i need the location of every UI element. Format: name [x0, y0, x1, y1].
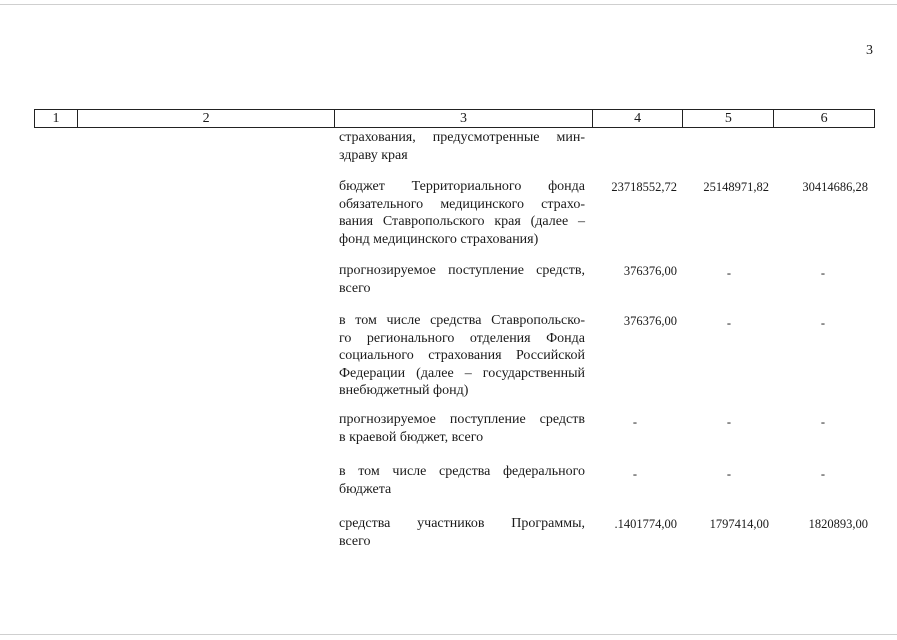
row-description: бюджет Территориального фонда обязательного медицинского страхо- вания Ставропольского края (далее – фонд медицинского страхования) [339, 179, 585, 247]
value-col-4: 23718552,72 [611, 180, 677, 194]
value-col-4: 376376,00 [623, 264, 677, 278]
column-header-6: 6 [820, 111, 828, 126]
row-description: средства участников Программы, всего [339, 516, 585, 549]
value-col-5: - [726, 467, 732, 481]
value-col-4: .1401774,00 [614, 517, 677, 531]
column-header-5: 5 [683, 110, 774, 127]
value-col-6: - [820, 467, 826, 481]
value-col-5: 1797414,00 [709, 517, 769, 531]
row-description: страхования, предусмотренные мин- здраву края [339, 130, 585, 163]
value-col-5: - [726, 316, 732, 330]
value-col-5: - [726, 415, 732, 429]
value-col-6: - [820, 316, 826, 330]
value-col-6: 30414686,28 [802, 180, 868, 194]
value-col-4: 376376,00 [623, 314, 677, 328]
value-col-6: 1820893,00 [808, 517, 868, 531]
value-col-6: - [820, 266, 826, 280]
row-description: прогнозируемое поступление средств, всего [339, 263, 585, 296]
page-number: 3 [866, 43, 873, 58]
row-description: в том числе средства федерального бюджета [339, 464, 585, 497]
column-header-4: 4 [593, 110, 684, 127]
value-col-4: - [632, 415, 638, 429]
row-description: прогнозируемое поступление средств в краевой бюджет, всего [339, 412, 585, 445]
value-col-6: - [820, 415, 826, 429]
value-col-5: 25148971,82 [703, 180, 769, 194]
column-header-3: 3 [335, 110, 592, 127]
value-col-4: - [632, 467, 638, 481]
table-header [34, 109, 875, 128]
column-header-1: 1 [35, 110, 78, 127]
value-col-5: - [726, 266, 732, 280]
row-description: в том числе средства Ставропольско- го регионального отделения Фонда социального страхования Российской Федерации (далее – государственный внебюджетный фонд) [339, 313, 585, 398]
column-header-2: 2 [78, 110, 335, 127]
